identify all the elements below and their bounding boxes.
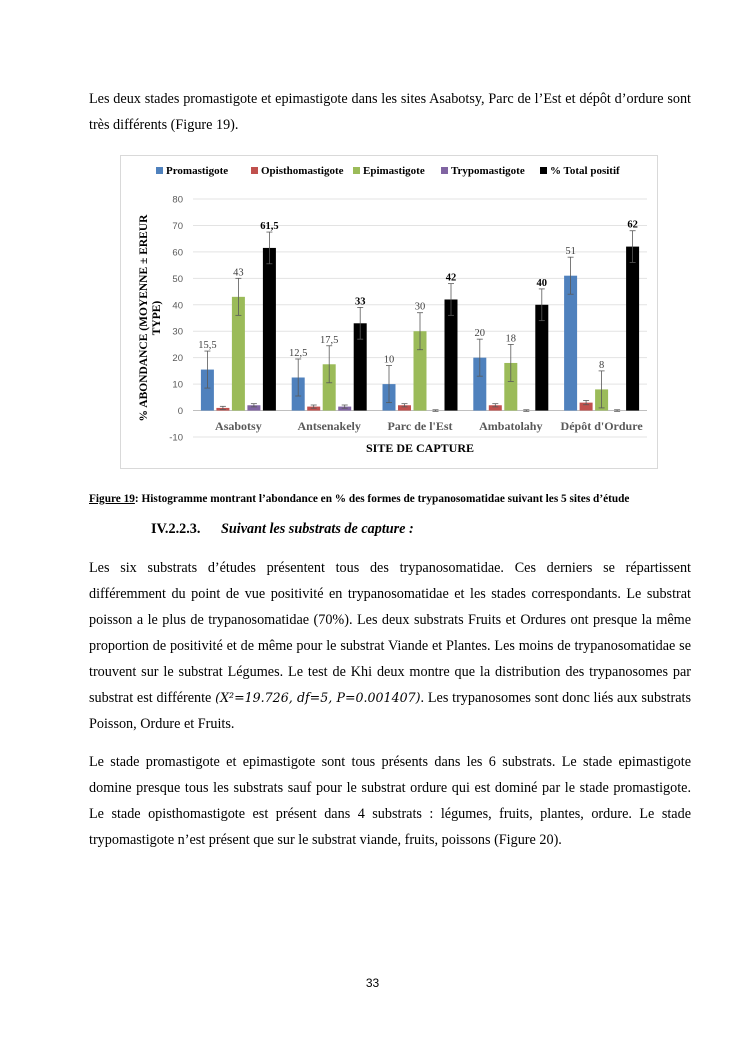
data-label-3-1: 43 xyxy=(233,267,244,279)
data-label-1-4: 20 xyxy=(474,328,486,340)
y-tick-label: 80 xyxy=(172,194,183,206)
x-tick-label: Asabotsy xyxy=(215,419,262,433)
legend-label-4: Trypomastigote xyxy=(451,165,525,177)
figure-caption xyxy=(89,493,691,505)
data-label-5-5: 62 xyxy=(627,219,638,231)
paragraph-substrats xyxy=(89,555,691,737)
legend-swatch-4 xyxy=(441,167,448,174)
section-title: Suivant les substrats de capture : xyxy=(221,521,414,537)
bar-chart-svg xyxy=(121,156,659,470)
section-number: IV.2.2.3. xyxy=(151,521,201,537)
paragraph-substrats-text: Les six substrats d’études présentent tous des trypanosomatidae. Ces derniers se répartissent différemment du point de vue positivité en trypanosomatidae et les stades correspondants. Le substrat poisson a le plus de trypanosomatidae (70%). Les deux substrats Fruits et Ordures ont presque la même proportion de positivité et de même pour le substrat Viande et Plantes. Les moins de trypanosomatidae se trouvent sur le substrat Légumes. Le test de Khi deux montre que la distribution des trypanosomes par substrat est différente xyxy=(89,560,691,706)
paragraph-substrats-conclusion: . Les trypanosomes sont donc liés aux substrats Poisson, Ordure et Fruits. xyxy=(89,690,691,732)
y-tick-label: 30 xyxy=(172,326,183,338)
bar-5-5 xyxy=(626,247,639,411)
bar-1-5 xyxy=(564,276,577,411)
legend-swatch-5 xyxy=(540,167,547,174)
data-label-3-3: 30 xyxy=(414,301,426,313)
chi-square-formula: (Χ²=19.726, df=5, P=0.001407) xyxy=(215,690,421,705)
legend-label-5: % Total positif xyxy=(550,165,620,177)
page-number: 33 xyxy=(365,976,380,990)
section-heading xyxy=(151,521,414,538)
data-label-3-5: 8 xyxy=(598,359,605,371)
data-label-3-4: 18 xyxy=(505,333,517,345)
y-tick-label: 10 xyxy=(172,379,183,391)
y-tick-label: 20 xyxy=(172,353,183,365)
y-tick-label: 50 xyxy=(172,273,183,285)
bar-5-1 xyxy=(263,248,276,411)
data-label-5-1: 61,5 xyxy=(260,221,279,233)
y-axis-title: % ABONDANCE (MOYENNE ± EREURTYPE) xyxy=(138,214,163,422)
y-tick-label: -10 xyxy=(169,432,183,444)
y-tick-label: 60 xyxy=(172,247,183,259)
x-tick-label: Dépôt d'Ordure xyxy=(560,419,643,433)
legend-swatch-2 xyxy=(251,167,258,174)
paragraph-stades: Le stade promastigote et epimastigote sont tous présents dans les 6 substrats. Le stade epimastigote domine presque tous les substrats sauf pour le substrat ordure qui est dominé par le stade promastigote. Le stade opisthomastigote est présent dans 4 substrats : légumes, fruits, plantes, ordure. Le stade trypomastigote n’est présent que sur le substrat viande, fruits, poissons (Figure 20). xyxy=(89,754,691,848)
data-label-5-3: 42 xyxy=(445,272,457,284)
figure-19-chart xyxy=(120,155,658,469)
data-label-5-2: 33 xyxy=(354,296,366,308)
bar-5-3 xyxy=(445,299,458,410)
legend-swatch-3 xyxy=(353,167,360,174)
x-axis-title: SITE DE CAPTURE xyxy=(365,441,475,455)
data-label-1-2: 12,5 xyxy=(289,347,308,359)
figure-caption-label: Figure 19 xyxy=(89,493,135,505)
legend-label-2: Opisthomastigote xyxy=(261,165,344,177)
y-tick-label: 40 xyxy=(172,300,183,312)
data-label-1-3: 10 xyxy=(383,354,395,366)
intro-paragraph: Les deux stades promastigote et epimastigote dans les sites Asabotsy, Parc de l’Est et dépôt d’ordure sont très différents (Figure 19). xyxy=(89,91,691,133)
x-tick-label: Parc de l'Est xyxy=(387,419,453,433)
data-label-1-1: 15,5 xyxy=(198,340,217,352)
x-tick-label: Antsenakely xyxy=(297,419,361,433)
y-tick-label: 0 xyxy=(177,406,183,418)
data-label-3-2: 17,5 xyxy=(320,334,339,346)
figure-caption-text: : Histogramme montrant l’abondance en % des formes de trypanosomatidae suivant les 5 sites d’étude xyxy=(134,493,630,505)
data-label-5-4: 40 xyxy=(536,277,548,289)
legend-label-3: Epimastigote xyxy=(363,165,425,177)
legend-label-1: Promastigote xyxy=(166,165,229,177)
legend-swatch-1 xyxy=(156,167,163,174)
data-label-1-5: 51 xyxy=(565,246,576,258)
x-tick-label: Ambatolahy xyxy=(479,419,543,433)
y-tick-label: 70 xyxy=(172,220,183,232)
